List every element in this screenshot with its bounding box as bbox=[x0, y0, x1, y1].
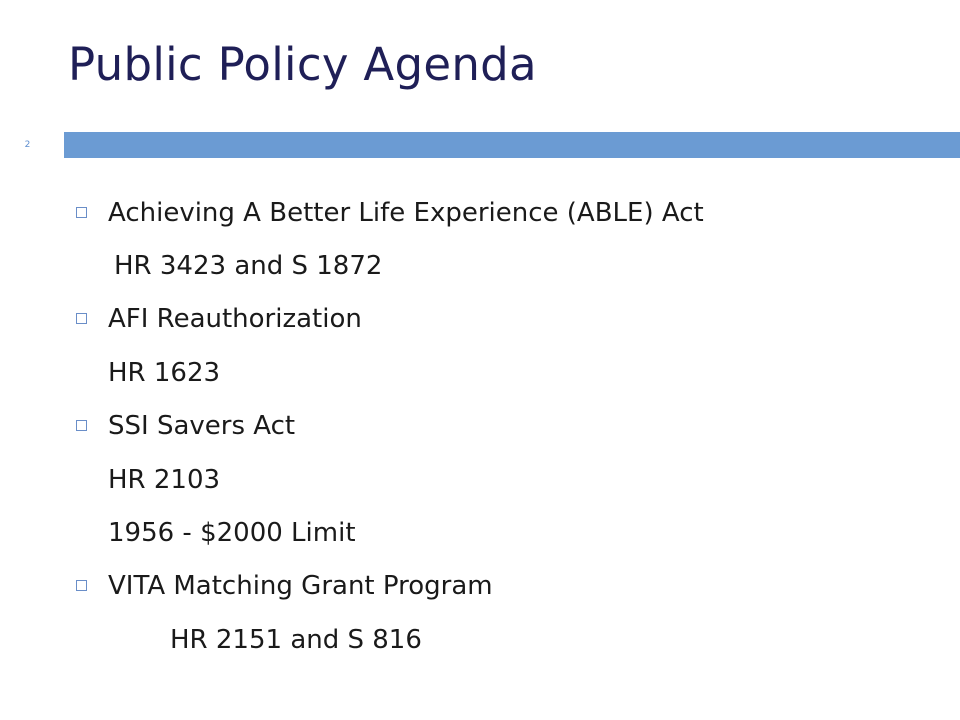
agenda-item-label: Achieving A Better Life Experience (ABLE) Act bbox=[108, 198, 704, 228]
agenda-item-label: VITA Matching Grant Program bbox=[108, 571, 493, 601]
agenda-item-bill: HR 2103 bbox=[108, 465, 221, 495]
agenda-item-note: 1956 - $2000 Limit bbox=[108, 518, 356, 548]
agenda-item-label: AFI Reauthorization bbox=[108, 304, 362, 334]
square-bullet-icon bbox=[76, 420, 87, 431]
page-title: Public Policy Agenda bbox=[68, 38, 537, 91]
square-bullet-icon bbox=[76, 207, 87, 218]
agenda-item-bill: HR 3423 and S 1872 bbox=[114, 251, 383, 281]
square-bullet-icon bbox=[76, 580, 87, 591]
square-bullet-icon bbox=[76, 313, 87, 324]
agenda-item-bill: HR 1623 bbox=[108, 358, 221, 388]
agenda-item-bill: HR 2151 and S 816 bbox=[170, 625, 422, 655]
agenda-item-label: SSI Savers Act bbox=[108, 411, 296, 441]
slide-number: 2 bbox=[24, 140, 31, 150]
